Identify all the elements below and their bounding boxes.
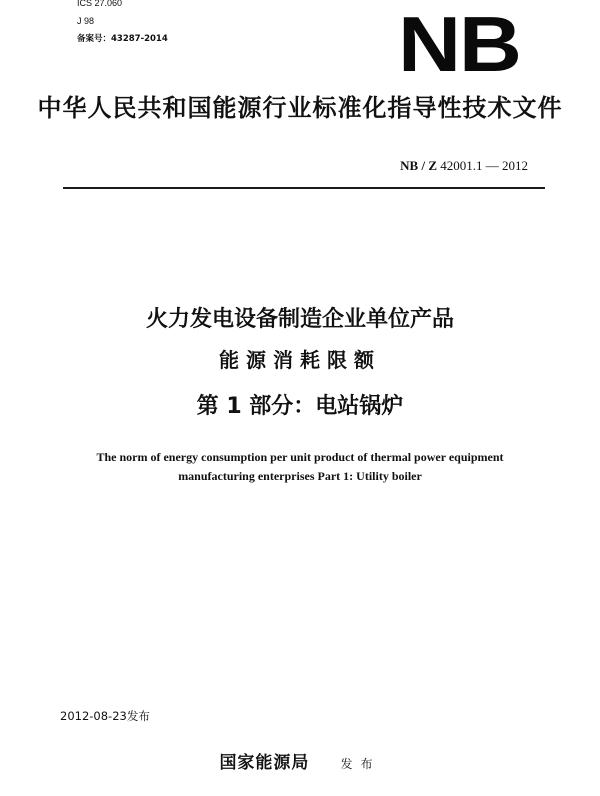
document-category-title: 中华人民共和国能源行业标准化指导性技术文件 xyxy=(37,94,563,122)
title-cn-line3: 第 1 部分：电站锅炉 xyxy=(196,394,404,419)
nb-logo: NB xyxy=(398,0,520,88)
classification-code: J 98 xyxy=(77,16,95,26)
title-en-line2: manufacturing enterprises Part 1: Utility boiler xyxy=(178,469,422,483)
title-en-line1: The norm of energy consumption per unit product of thermal power equipment xyxy=(96,450,504,464)
header-divider xyxy=(63,187,545,189)
standard-code: 42001.1 — 2012 xyxy=(440,158,528,173)
standard-number xyxy=(400,158,528,174)
publisher-name: 国家能源局 xyxy=(219,753,310,773)
publish-label: 发布 xyxy=(340,757,381,771)
standard-prefix: NB / Z xyxy=(400,158,437,173)
issue-date: 2012-08-23发布 xyxy=(60,709,150,723)
publisher-row xyxy=(0,751,600,776)
registration-number: 备案号：43287-2014 xyxy=(77,34,168,44)
title-cn-line2: 能源消耗限额 xyxy=(219,348,381,372)
ics-code: ICS 27.060 xyxy=(77,0,123,8)
title-cn-line1: 火力发电设备制造企业单位产品 xyxy=(145,307,454,332)
